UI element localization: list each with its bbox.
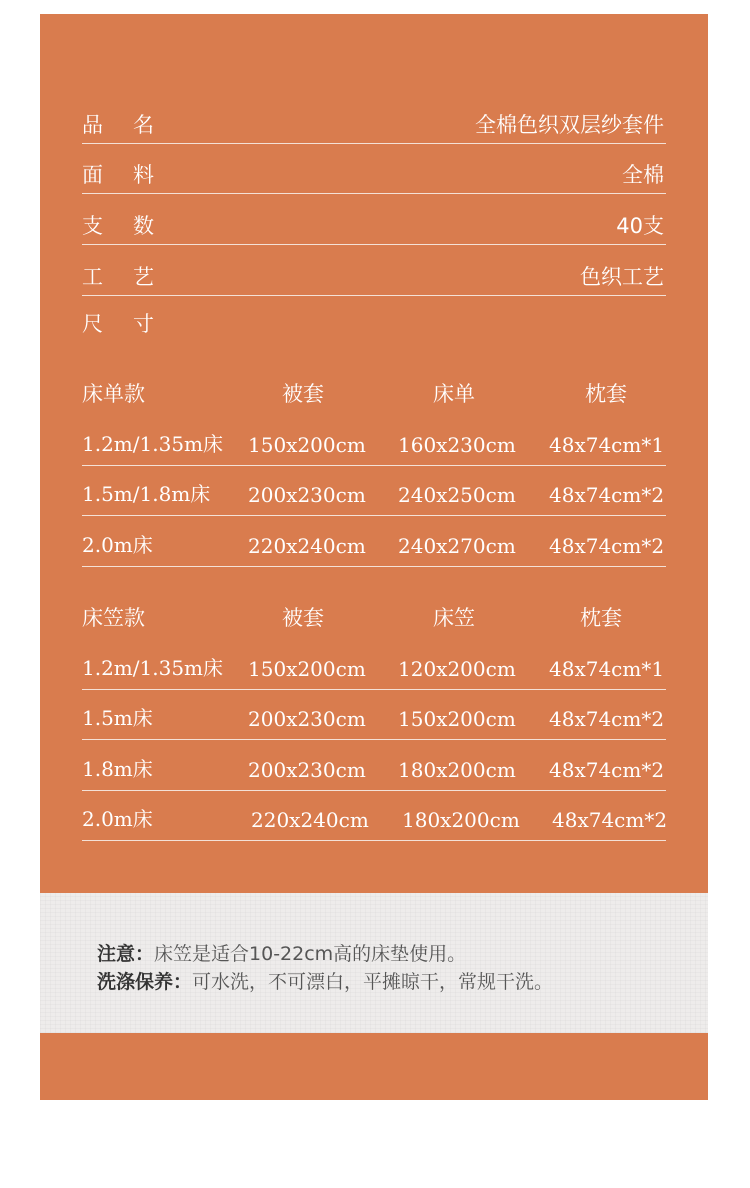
- spec-row-size: [82, 292, 666, 342]
- table-cell: 180x200cm: [402, 808, 520, 832]
- care-line: [97, 967, 553, 994]
- table-cell: 200x230cm: [248, 483, 366, 507]
- care-notes: [40, 893, 708, 1033]
- spec-label: 工艺: [82, 265, 184, 289]
- table-cell: 120x200cm: [398, 657, 516, 681]
- column-header: 床单: [433, 382, 475, 406]
- table-cell: 1.5m床: [82, 706, 153, 730]
- spec-row-fabric: [82, 143, 666, 194]
- column-header: 被套: [282, 606, 324, 630]
- note-line: [97, 939, 466, 966]
- table-cell: 180x200cm: [398, 758, 516, 782]
- care-label: 洗涤保养：: [97, 971, 193, 993]
- care-text: 可水洗，不可漂白，平摊晾干，常规干洗。: [192, 971, 554, 993]
- table-cell: 150x200cm: [398, 707, 516, 731]
- table-cell: 2.0m床: [82, 533, 153, 557]
- table-cell: 48x74cm*1: [549, 433, 665, 457]
- table-cell: 48x74cm*2: [549, 534, 665, 558]
- table-cell: 2.0m床: [82, 807, 153, 831]
- table-row: [82, 639, 666, 690]
- spec-row-craft: [82, 245, 666, 296]
- table-cell: 1.5m/1.8m床: [82, 482, 211, 506]
- table-row: [82, 790, 666, 841]
- table-cell: 150x200cm: [248, 433, 366, 457]
- table-cell: 48x74cm*2: [549, 707, 665, 731]
- spec-row-count: [82, 194, 666, 245]
- table-row: [82, 415, 666, 466]
- spec-label: 尺寸: [82, 312, 184, 336]
- table-cell: 1.2m/1.35m床: [82, 656, 224, 680]
- table-cell: 240x250cm: [398, 483, 516, 507]
- spec-value: 40支: [616, 214, 664, 238]
- table-cell: 220x240cm: [248, 534, 366, 558]
- column-header: 床笠款: [82, 606, 145, 630]
- table-cell: 160x230cm: [398, 433, 516, 457]
- table-row: [82, 740, 666, 791]
- spec-label: 支数: [82, 214, 184, 238]
- spec-label: 品名: [82, 113, 184, 137]
- table-cell: 48x74cm*2: [552, 808, 668, 832]
- column-header: 被套: [282, 382, 324, 406]
- note-text: 床笠是适合10-22cm高的床垫使用。: [154, 943, 467, 965]
- spec-label: 面料: [82, 163, 184, 187]
- table-cell: 220x240cm: [251, 808, 369, 832]
- table-row: [82, 689, 666, 740]
- table-cell: 240x270cm: [398, 534, 516, 558]
- fitted-table-header: [82, 590, 666, 640]
- column-header: 枕套: [580, 606, 622, 630]
- sheet-table-header: [82, 366, 666, 416]
- spec-value: 色织工艺: [580, 265, 664, 289]
- table-cell: 48x74cm*1: [549, 657, 665, 681]
- table-row: [82, 516, 666, 567]
- table-cell: 1.2m/1.35m床: [82, 432, 224, 456]
- table-cell: 48x74cm*2: [549, 483, 665, 507]
- table-cell: 150x200cm: [248, 657, 366, 681]
- table-cell: 200x230cm: [248, 758, 366, 782]
- spec-value: 全棉色织双层纱套件: [475, 113, 664, 137]
- spec-value: 全棉: [622, 163, 664, 187]
- table-cell: 48x74cm*2: [549, 758, 665, 782]
- note-label: 注意：: [97, 943, 155, 965]
- table-cell: 1.8m床: [82, 757, 153, 781]
- column-header: 床笠: [433, 606, 475, 630]
- spec-row-name: [82, 93, 666, 144]
- table-row: [82, 465, 666, 516]
- column-header: 枕套: [585, 382, 627, 406]
- table-cell: 200x230cm: [248, 707, 366, 731]
- column-header: 床单款: [82, 382, 145, 406]
